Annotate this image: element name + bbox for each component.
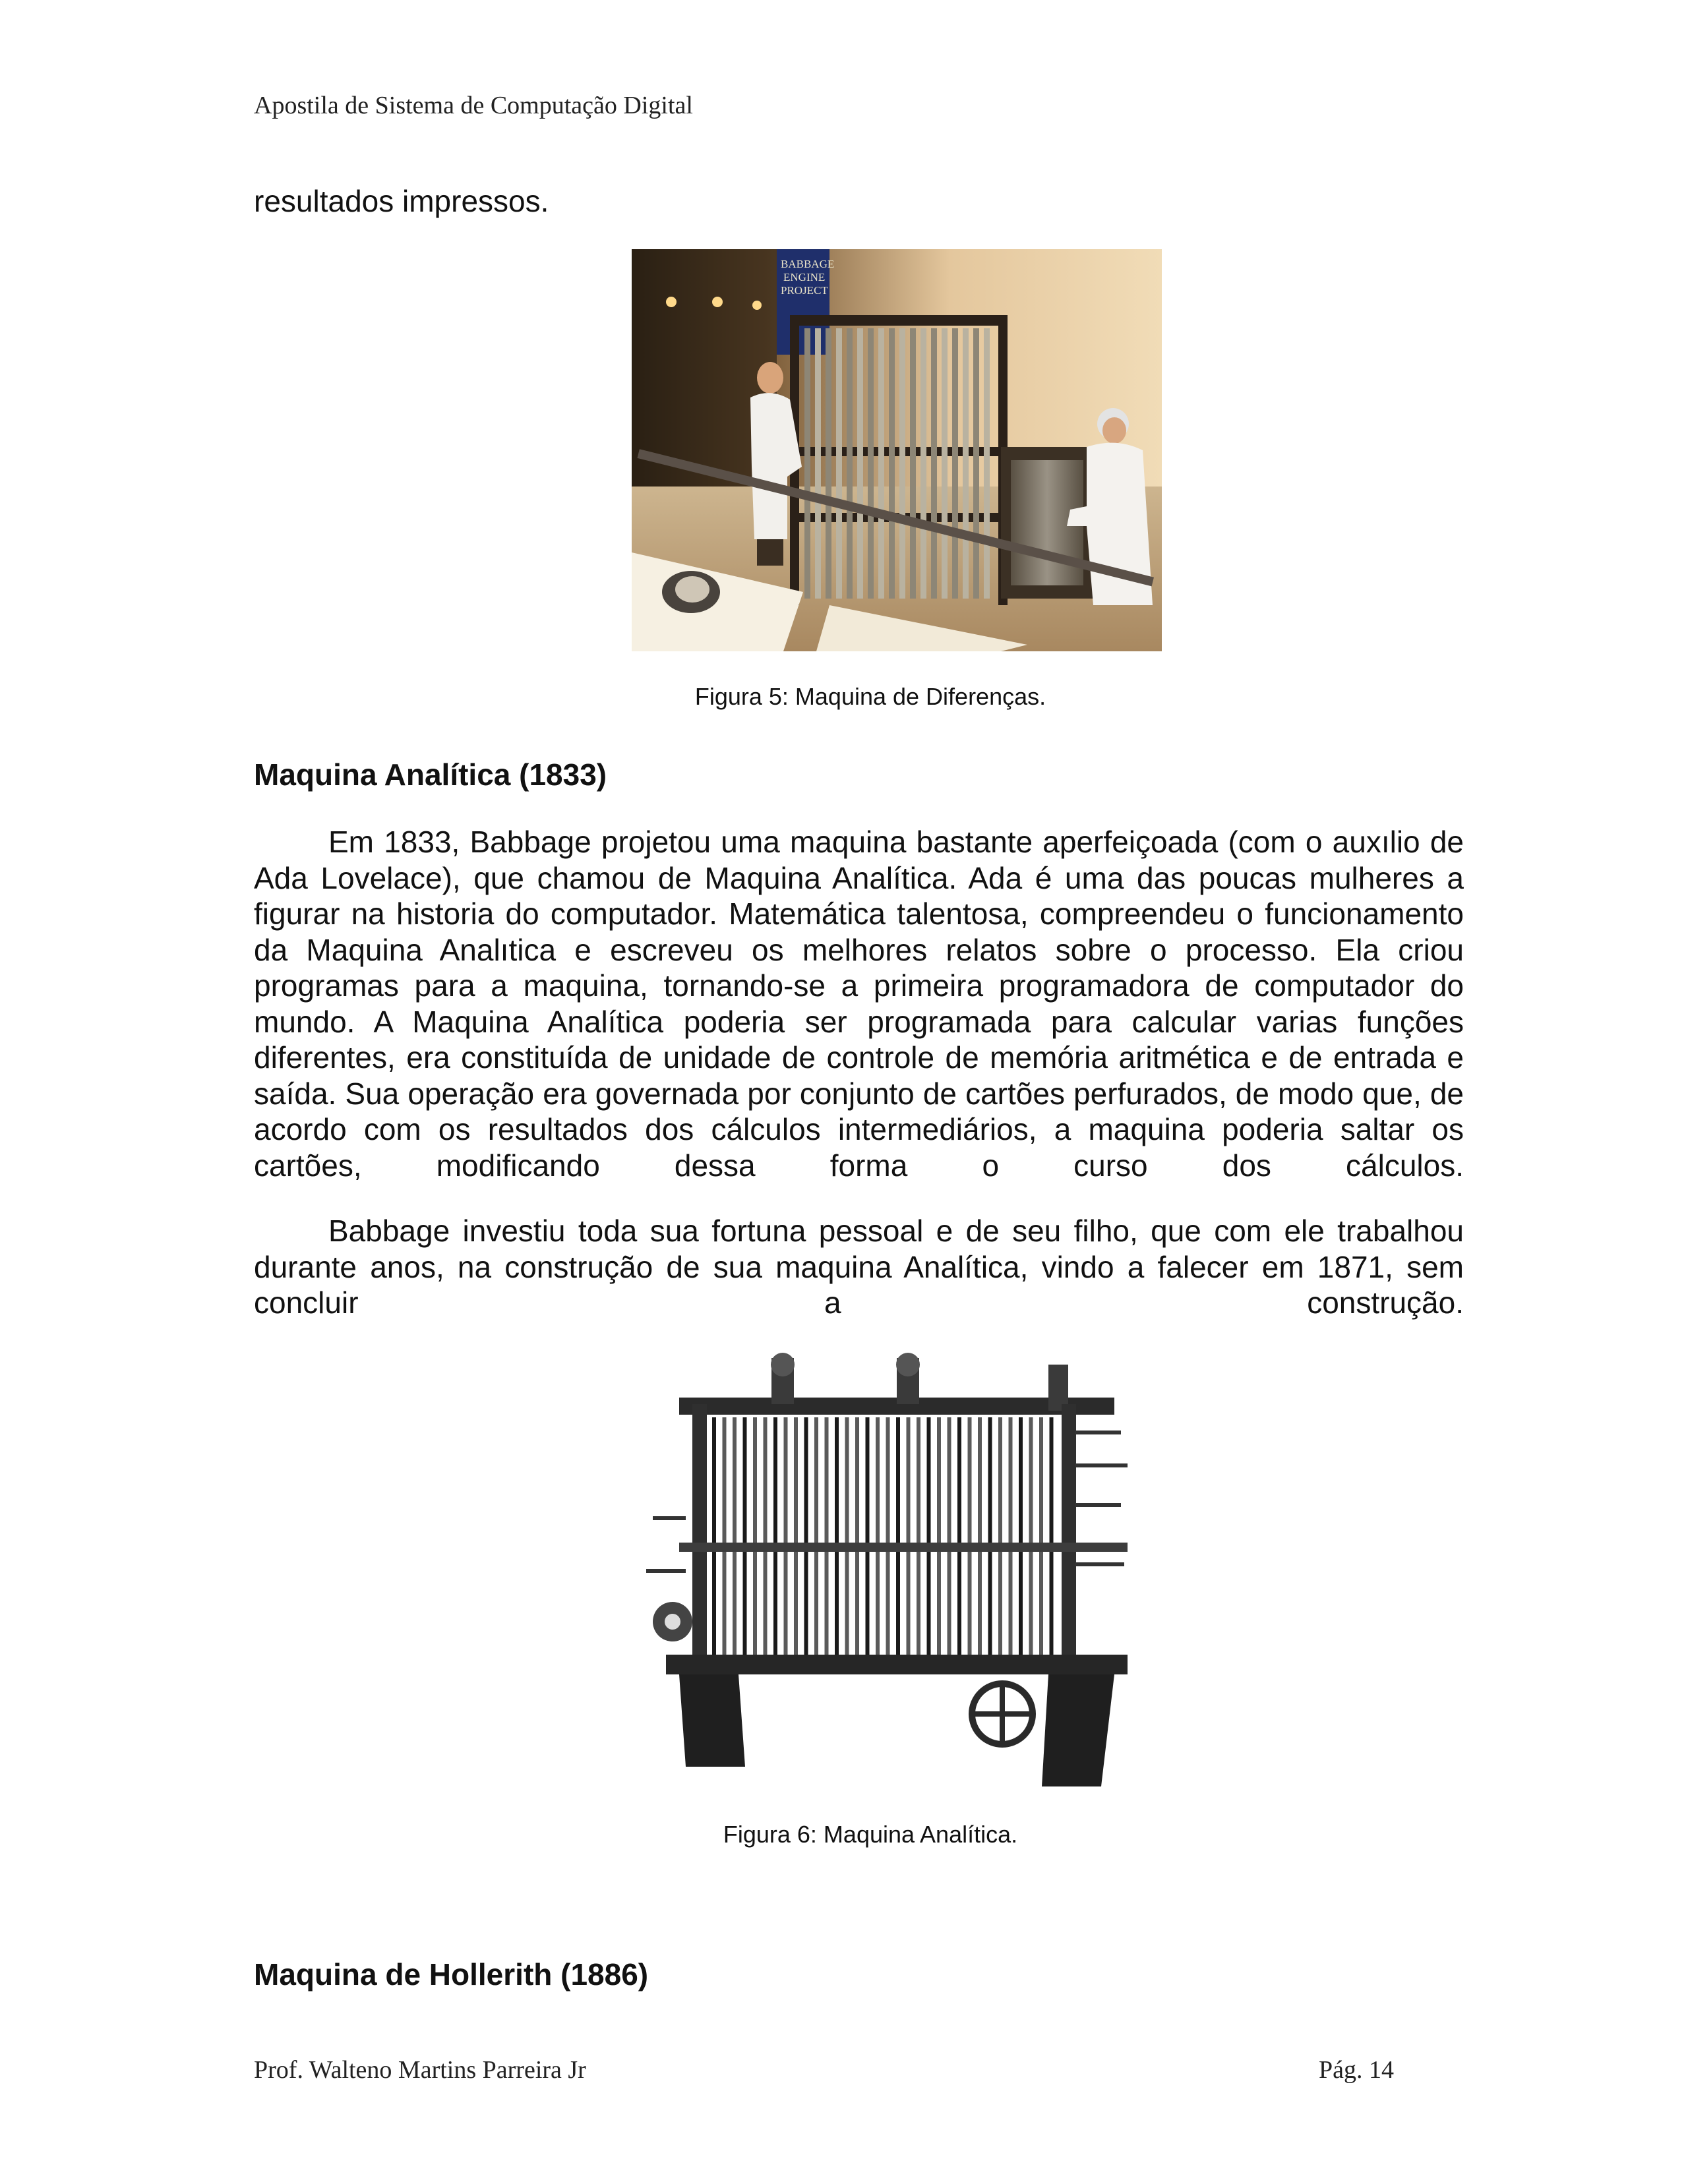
section-heading-analytical-engine: Maquina Analítica (1833) [254, 757, 607, 792]
section-heading-hollerith: Maquina de Hollerith (1886) [254, 1957, 649, 1992]
svg-text:ENGINE: ENGINE [783, 271, 826, 283]
footer-author: Prof. Walteno Martins Parreira Jr [254, 2056, 586, 2084]
figure6-caption: Figura 6: Maquina Analítica. [723, 1821, 1018, 1848]
sign-text: BABBAGE [781, 258, 835, 270]
difference-engine-photo [632, 249, 1162, 651]
paragraph2-text: Babbage investiu toda sua fortuna pessoal e de seu filho, que com ele trabalhou durante anos, na construção de sua maquina Analítica, vindo a falecer em 1871, sem concluir a construção. [254, 1214, 1464, 1320]
footer-page-number: Pág. 14 [1319, 2056, 1394, 2084]
paragraph1-text: Em 1833, Babbage projetou uma maquina bastante aperfeiçoada (com o auxılio de Ada Lovelace), que chamou de Maquina Analítica. Ada é uma das poucas mulheres a figurar na historia do computador. Matemática talentosa, compreendeu o funcionamento da Maquina Analıtica e escreveu os melhores relatos sobre o processo. Ela criou programas para a maquina, tornando-se a primeira programadora de computador do mundo. A Maquina Analítica poderia ser programada para calcular varias funções diferentes, era constituída de unidade de controle de memória aritmética e de entrada e saída. Sua operação era governada por conjunto de cartões perfurados, de modo que, de acordo com os resultados dos cálculos intermediários, a maquina poderia saltar os cartões, modificando dessa forma o curso dos cálculos. [254, 825, 1464, 1183]
paragraph-analytical-engine [254, 824, 1464, 1183]
page-header-title: Apostila de Sistema de Computação Digital [254, 92, 693, 119]
analytical-engine-engraving [640, 1345, 1154, 1793]
paragraph-babbage-fortune [254, 1213, 1464, 1321]
svg-text:PROJECT: PROJECT [781, 284, 828, 297]
intro-text: resultados impressos. [254, 184, 549, 218]
figure5-caption: Figura 5: Maquina de Diferenças. [694, 683, 1046, 710]
